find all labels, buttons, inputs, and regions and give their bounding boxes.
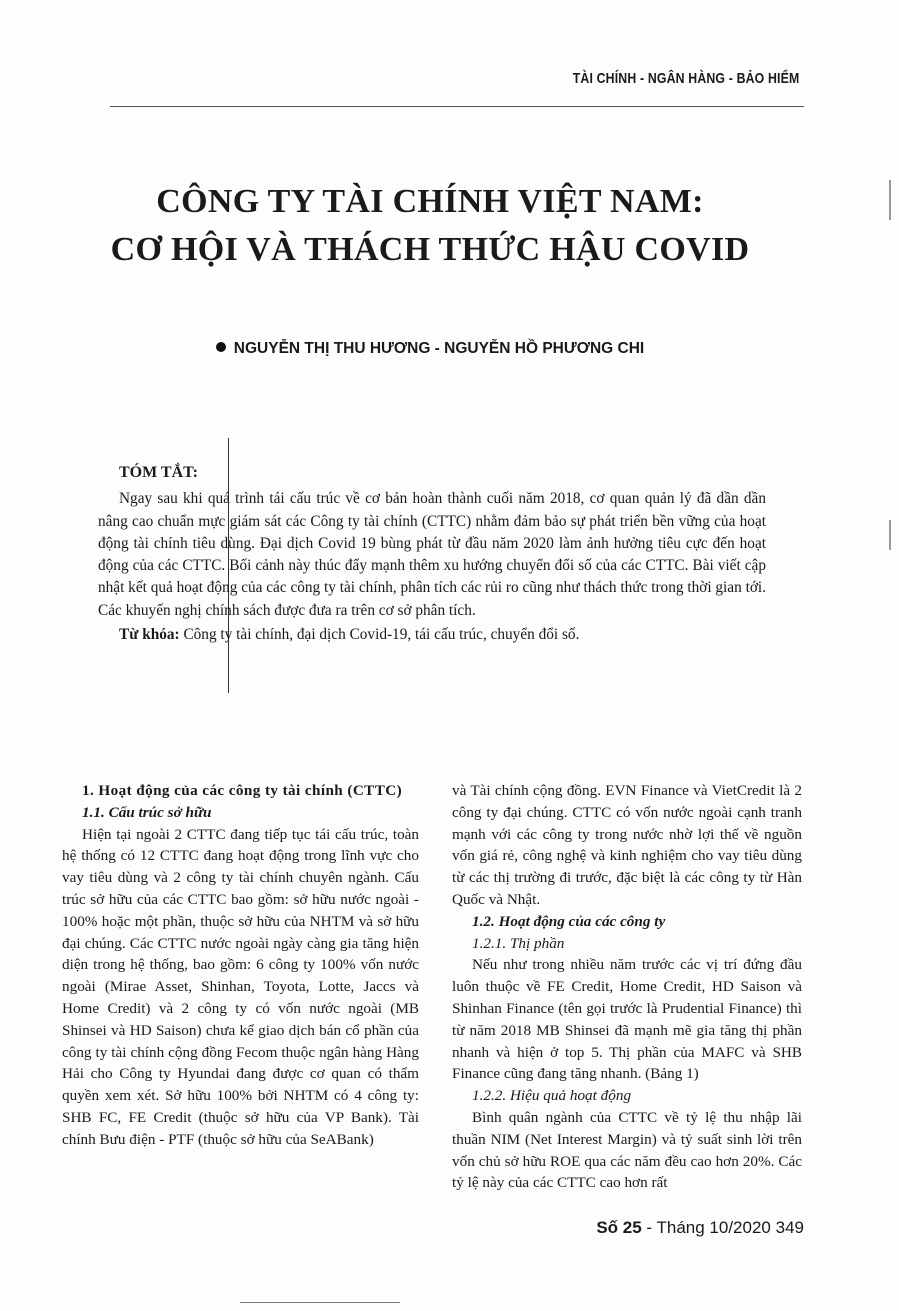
subsubsection-heading: 1.2.2. Hiệu quả hoạt động xyxy=(472,1087,632,1105)
keywords xyxy=(98,624,766,646)
performance-paragraph: Bình quân ngành của CTTC về tỷ lệ thu nhập lãi thuần NIM (Net Interest Margin) và tỷ suất sinh lời trên vốn chủ sở hữu ROE qua các năm đều cao hơn 20%. Các tỷ lệ này của các CTTC cao hơn rất xyxy=(452,1108,802,1192)
issue-month: Tháng 10/2020 xyxy=(656,1218,771,1237)
scan-edge-mark xyxy=(889,520,891,550)
article-title xyxy=(0,178,860,274)
section-heading: 1. Hoạt động của các công ty tài chính (CTTC) xyxy=(82,782,403,799)
page-footer xyxy=(596,1218,804,1238)
keywords-label: Từ khóa: xyxy=(119,626,180,644)
abstract-heading: TÓM TẮT: xyxy=(119,464,198,481)
subsection-heading: 1.2. Hoạt động của các công ty xyxy=(472,912,666,930)
ownership-paragraph: Hiện tại ngoài 2 CTTC đang tiếp tục tái cấu trúc, toàn hệ thống có 12 CTTC đang hoạt động trong lĩnh vực cho vay tiêu dùng và 2 công ty tài chính chuyên ngành. Cấu trúc sở hữu của các CTTC bao gồm: sở hữu nước ngoài - 100% hoặc một phần, thuộc sở hữu của NHTM và sở hữu đại chúng. Các CTTC nước ngoài ngày càng gia tăng hiện diện trong hệ thống, bao gồm: 6 công ty 100% vốn nước ngoài (Mirae Asset, Shinhan, Toyota, Lotte, Jaccs và Home Credit) và 2 công ty có vốn nước ngoài (MB Shinsei và HD Saison) chưa kể giao dịch bán cổ phần của công ty tài chính cộng đồng Fecom thuộc ngân hàng Hàng Hải cho Công ty Hyundai đang được cơ quan có thẩm quyền xem xét. Sở hữu 100% bởi NHTM có 4 công ty: SHB FC, FE Credit (thuộc sở hữu của VP Bank). Tài chính Bưu điện - PTF (thuộc sở hữu của SeABank) xyxy=(62,825,419,1148)
journal-section-header: TÀI CHÍNH - NGÂN HÀNG - BẢO HIỂM xyxy=(572,70,799,87)
title-line-1: CÔNG TY TÀI CHÍNH VIỆT NAM: xyxy=(156,183,704,220)
title-line-2: CƠ HỘI VÀ THÁCH THỨC HẬU COVID xyxy=(110,231,750,268)
abstract-body: Ngay sau khi quá trình tái cấu trúc về cơ bản hoàn thành cuối năm 2018, cơ quan quản lý đã dần dần nâng cao chuẩn mực giám sát các Công ty tài chính (CTTC) nhằm đảm bảo sự phát triển bền vững của hoạt động tài chính tiêu dùng. Đại dịch Covid 19 bùng phát từ đầu năm 2020 làm ảnh hưởng tiêu cực đến hoạt động của các CTTC. Bối cảnh này thúc đẩy mạnh thêm xu hướng chuyển đổi số của các CTTC. Bài viết cập nhật kết quả hoạt động của các công ty tài chính, phân tích các rủi ro cũng như thách thức trong thời gian tới. Các khuyến nghị chính sách được đưa ra trên cơ sở phân tích. xyxy=(98,490,766,619)
author-line xyxy=(0,340,860,358)
right-column xyxy=(452,780,802,1194)
subsubsection-heading: 1.2.1. Thị phần xyxy=(472,934,565,952)
continued-paragraph: và Tài chính cộng đồng. EVN Finance và VietCredit là 2 công ty đại chúng. CTTC có vốn nước ngoài cạnh tranh mạnh với các công ty trong nước nhờ lợi thế về nguồn vốn giá rẻ, công nghệ và kinh nghiệm cho vay tiêu dùng từ các thị trường đi trước, đặc biệt là các công ty từ Hàn Quốc và Nhật. xyxy=(452,782,802,908)
header-rule xyxy=(110,106,804,107)
keywords-text: Công ty tài chính, đại dịch Covid-19, tái cấu trúc, chuyển đổi số. xyxy=(183,626,580,644)
author-names: NGUYỄN THỊ THU HƯƠNG - NGUYỄN HỒ PHƯƠNG CHI xyxy=(233,340,645,357)
scan-edge-mark xyxy=(889,180,891,220)
subsection-heading: 1.1. Cấu trúc sở hữu xyxy=(82,803,212,821)
bottom-rule xyxy=(240,1302,400,1303)
footer-separator: - xyxy=(641,1218,657,1237)
abstract xyxy=(98,462,766,646)
market-share-paragraph: Nếu như trong nhiều năm trước các vị trí đứng đầu luôn thuộc về FE Credit, Home Credit, HD Saison và Shinhan Finance (tên gọi trước là Prudential Finance) thì từ năm 2018 MB Shinsei đã mạnh mẽ gia tăng thị phần nhanh và hiện ở top 5. Thị phần của MAFC và SHB Finance cũng đang tăng nhanh. (Bảng 1) xyxy=(452,956,802,1083)
issue-number: Số 25 xyxy=(596,1218,642,1237)
bullet-icon xyxy=(216,342,226,352)
page-number: 349 xyxy=(775,1218,804,1237)
left-column xyxy=(62,780,419,1151)
